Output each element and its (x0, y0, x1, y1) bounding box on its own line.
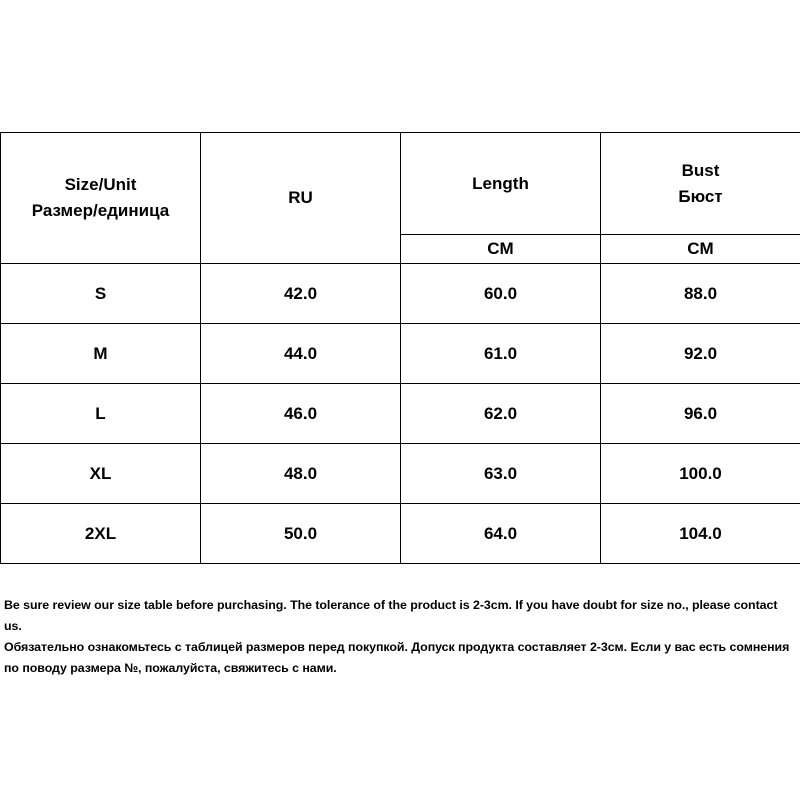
cell-size: S (1, 264, 201, 324)
header-bust-unit: CM (601, 235, 800, 264)
cell-size: M (1, 324, 201, 384)
cell-bust: 88.0 (601, 264, 800, 324)
cell-ru: 50.0 (201, 504, 401, 564)
header-length-unit: CM (401, 235, 601, 264)
cell-size: XL (1, 444, 201, 504)
cell-length: 62.0 (401, 384, 601, 444)
cell-ru: 48.0 (201, 444, 401, 504)
cell-bust: 100.0 (601, 444, 800, 504)
header-size-unit-ru: Размер/единица (31, 201, 170, 220)
cell-length: 63.0 (401, 444, 601, 504)
cell-length: 64.0 (401, 504, 601, 564)
header-ru (201, 133, 401, 264)
table-row (1, 504, 800, 564)
header-size-unit (1, 133, 201, 264)
size-chart-table (0, 132, 800, 564)
table-header-row (1, 133, 800, 235)
header-bust-en: Bust (681, 160, 720, 180)
cell-bust: 104.0 (601, 504, 800, 564)
header-bust-ru: Бюст (678, 186, 723, 206)
cell-bust: 96.0 (601, 384, 800, 444)
cell-ru: 42.0 (201, 264, 401, 324)
table-row (1, 444, 800, 504)
header-size-unit-en: Size/Unit (64, 175, 137, 194)
table-row (1, 264, 800, 324)
table-row (1, 324, 800, 384)
header-length-label: Length (472, 173, 529, 193)
note-english: Be sure review our size table before purchasing. The tolerance of the product is 2-3cm. If you have doubt for size no., please contact us. (4, 598, 778, 633)
cell-length: 61.0 (401, 324, 601, 384)
header-ru-label: RU (288, 188, 313, 207)
cell-size: 2XL (1, 504, 201, 564)
note-russian: Обязательно ознакомьтесь с таблицей размеров перед покупкой. Допуск продукта составляет 2-3см. Если у вас есть сомнения по поводу размера №, пожалуйста, свяжитесь с нами. (4, 640, 790, 675)
cell-ru: 44.0 (201, 324, 401, 384)
table-row (1, 384, 800, 444)
cell-length: 60.0 (401, 264, 601, 324)
header-length (401, 133, 601, 235)
size-disclaimer-note (4, 595, 796, 679)
header-bust (601, 133, 800, 235)
cell-size: L (1, 384, 201, 444)
cell-bust: 92.0 (601, 324, 800, 384)
cell-ru: 46.0 (201, 384, 401, 444)
